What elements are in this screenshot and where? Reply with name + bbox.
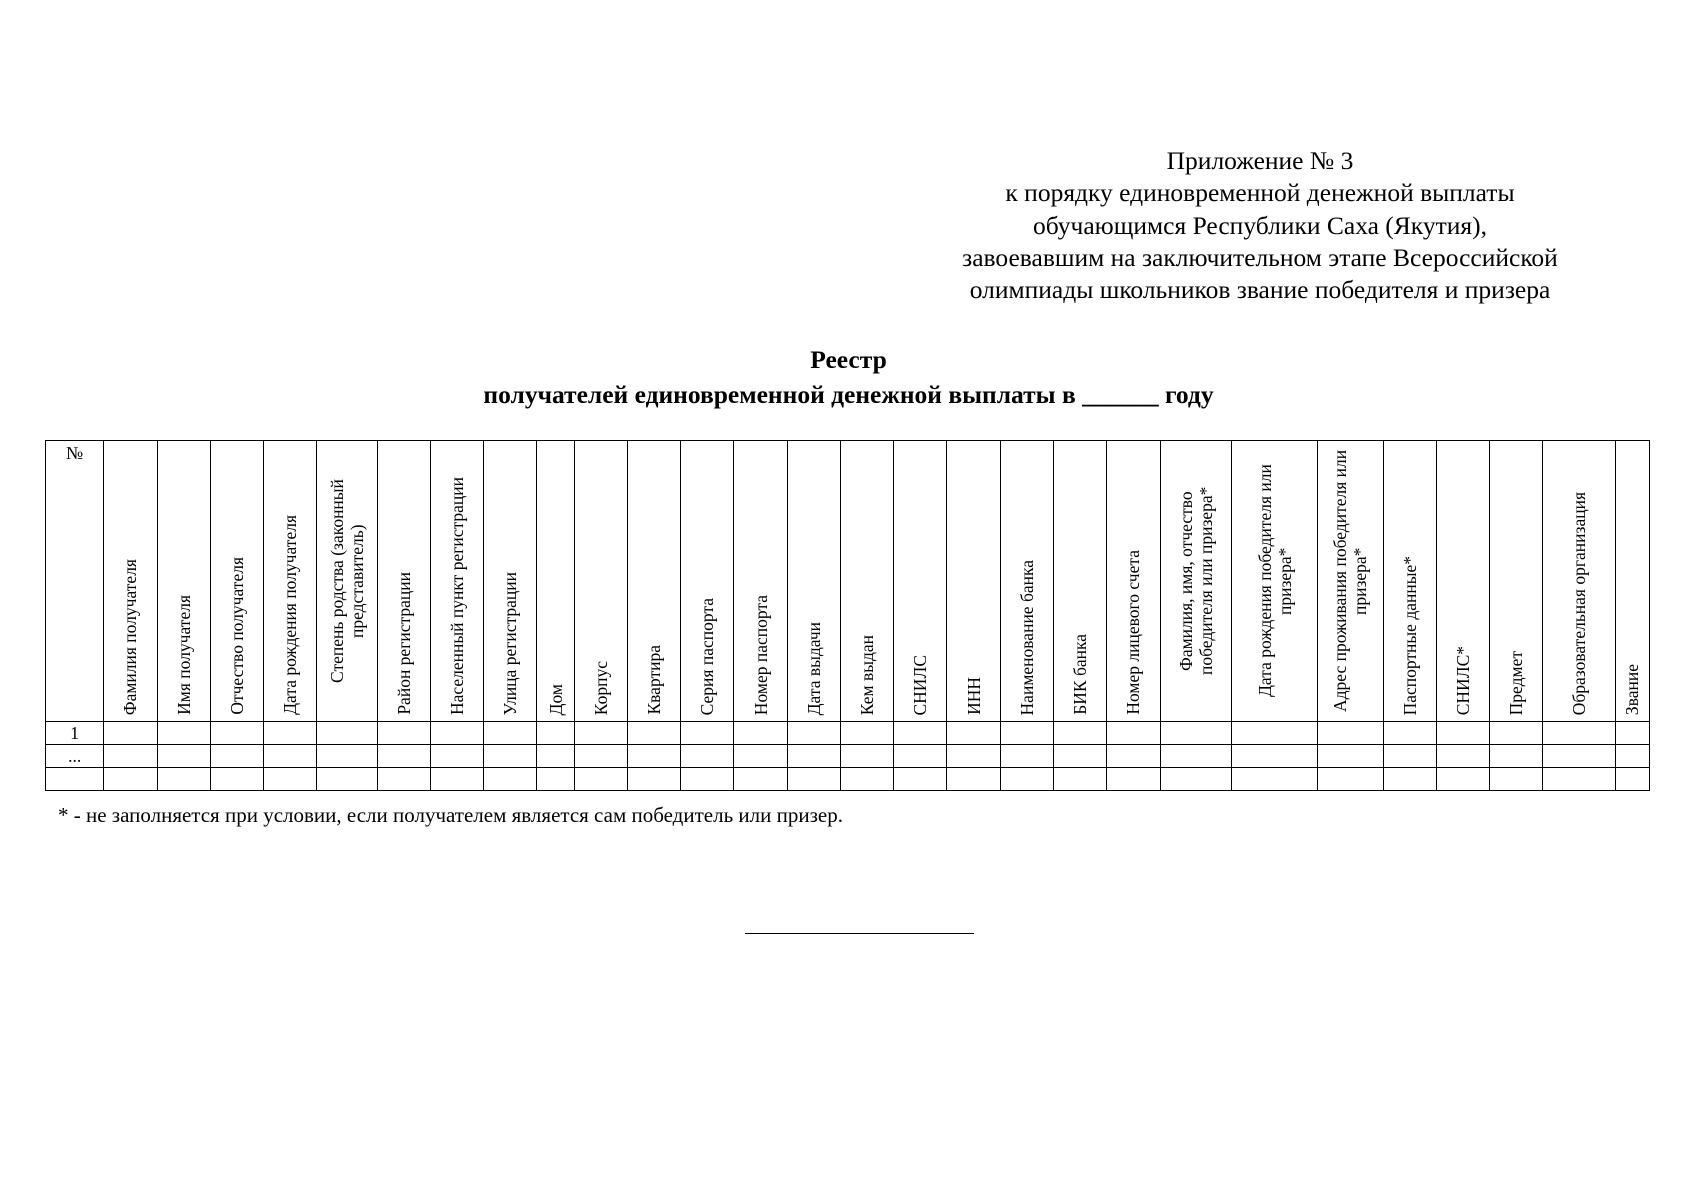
table-cell[interactable] [734,745,787,768]
col-header [1383,441,1436,722]
table-cell[interactable] [430,722,483,745]
col-header [681,441,734,722]
col-header-label: Фамилия, имя, отчество победителя или призера* [1175,486,1216,676]
col-header-label: БИК банка [1070,634,1091,715]
col-header [1054,441,1107,722]
table-cell[interactable] [894,722,947,745]
appendix-line: к порядку единовременной денежной выплаты [1005,178,1515,208]
col-header-label: Дом [545,683,566,715]
table-cell[interactable] [157,745,210,768]
col-header-label: ИНН [963,677,984,715]
table-cell[interactable] [627,745,680,768]
col-header-label: Дата рождения получателя [280,515,301,715]
table-cell[interactable] [787,768,840,791]
row-number-cell: ... [46,745,104,768]
appendix-heading [880,145,1640,306]
table-cell[interactable] [1490,768,1543,791]
table-cell[interactable] [1543,745,1615,768]
col-header [947,441,1000,722]
table-cell[interactable] [1318,768,1383,791]
table-cell[interactable] [1615,722,1649,745]
table-cell[interactable] [264,722,317,745]
col-header [317,441,377,722]
col-header [574,441,627,722]
table-cell[interactable] [1231,745,1317,768]
table-cell[interactable] [210,768,263,791]
table-cell[interactable] [574,745,627,768]
table-cell[interactable] [317,745,377,768]
table-cell[interactable] [1000,745,1053,768]
col-header [1318,441,1383,722]
col-header-label: Звание [1622,663,1643,715]
col-header [787,441,840,722]
col-header-label: Дата рождения победителя или призера* [1254,464,1295,698]
col-header-label: Адрес проживания победителя или призера* [1330,449,1371,713]
table-cell[interactable] [537,745,574,768]
appendix-line: обучающимся Республики Саха (Якутия), [1033,210,1487,240]
appendix-line: Приложение № 3 [1166,146,1354,175]
table-cell[interactable] [1107,745,1160,768]
col-header-label: Номер лицевого счета [1123,550,1144,715]
col-header-label: СНИЛС [910,654,931,715]
table-cell[interactable] [894,745,947,768]
col-header [840,441,893,722]
col-header-label: СНИЛС* [1453,645,1473,715]
table-cell[interactable] [947,768,1000,791]
table-cell[interactable] [1107,768,1160,791]
table-cell[interactable] [430,768,483,791]
appendix-line: олимпиады школьников звание победителя и призера [969,275,1551,305]
col-header-label: Район регистрации [393,572,414,715]
table-cell[interactable] [840,768,893,791]
document-title [0,342,1697,412]
col-header [1160,441,1231,722]
table-header-row [46,441,1650,722]
table-cell[interactable] [947,745,1000,768]
table-cell[interactable] [210,722,263,745]
col-header [1107,441,1160,722]
table-cell[interactable] [317,722,377,745]
table-cell[interactable] [1318,745,1383,768]
table-cell[interactable] [1436,722,1489,745]
row-number-cell [46,768,104,791]
table-cell[interactable] [1107,722,1160,745]
col-header [1543,441,1615,722]
col-header [627,441,680,722]
col-header-label: Серия паспорта [697,597,718,715]
table-row [46,768,1650,791]
table-cell[interactable] [574,768,627,791]
col-header-label: Фамилия получателя [120,558,141,715]
table-cell[interactable] [947,722,1000,745]
table-cell[interactable] [1490,745,1543,768]
table-cell[interactable] [537,768,574,791]
col-header-label: Отчество получателя [226,557,247,715]
col-header-label: Предмет [1506,650,1527,715]
table-cell[interactable] [430,745,483,768]
signature-line [745,933,974,934]
table-cell[interactable] [1054,722,1107,745]
title-line-2: получателей единовременной денежной выплаты в ______ году [483,380,1214,409]
table-cell[interactable] [377,745,430,768]
table-cell[interactable] [787,722,840,745]
table-cell[interactable] [1000,768,1053,791]
col-header-label: Образовательная организация [1569,491,1590,715]
table-cell[interactable] [1383,745,1436,768]
col-header [484,441,537,722]
table-cell[interactable] [1160,768,1231,791]
col-header-label: Дата выдачи [803,621,824,715]
table-cell[interactable] [681,722,734,745]
table-cell[interactable] [1383,722,1436,745]
table-cell[interactable] [1615,745,1649,768]
col-header [734,441,787,722]
table-cell[interactable] [157,722,210,745]
table-cell[interactable] [1054,768,1107,791]
table-cell[interactable] [840,745,893,768]
registry-table [45,440,1650,791]
col-header [894,441,947,722]
col-header-label: Населенный пункт регистрации [447,477,468,715]
table-cell[interactable] [1543,768,1615,791]
table-cell[interactable] [840,722,893,745]
col-header-label: Степень родства (законный представитель) [326,479,367,683]
table-cell[interactable] [1231,768,1317,791]
col-header [1436,441,1489,722]
table-cell[interactable] [1383,768,1436,791]
col-header-label: Паспортные данные* [1399,555,1420,715]
col-header [537,441,574,722]
table-cell[interactable] [264,768,317,791]
number-header-label: № [66,443,84,463]
col-header-number [46,441,104,722]
table-cell[interactable] [1436,745,1489,768]
table-cell[interactable] [681,768,734,791]
table-cell[interactable] [1490,722,1543,745]
table-cell[interactable] [1054,745,1107,768]
table-cell[interactable] [574,722,627,745]
col-header [1231,441,1317,722]
col-header-label: Номер паспорта [750,594,771,715]
table-cell[interactable] [537,722,574,745]
table-cell[interactable] [1318,722,1383,745]
col-header [157,441,210,722]
table-cell[interactable] [734,768,787,791]
col-header [1000,441,1053,722]
col-header [1615,441,1649,722]
table-cell[interactable] [210,745,263,768]
table-cell[interactable] [104,745,157,768]
table-cell[interactable] [734,722,787,745]
col-header-label: Наименование банка [1016,559,1037,715]
footnote: * - не заполняется при условии, если получателем является сам победитель или призер. [58,803,843,827]
table-cell[interactable] [1543,722,1615,745]
table-cell[interactable] [681,745,734,768]
row-number-cell: 1 [46,722,104,745]
table-cell[interactable] [627,768,680,791]
title-line-1: Реестр [810,345,887,374]
table-row [46,722,1650,745]
col-header-label: Корпус [590,660,611,715]
col-header [104,441,157,722]
col-header [210,441,263,722]
table-cell[interactable] [104,768,157,791]
table-cell[interactable] [627,722,680,745]
table-cell[interactable] [1231,722,1317,745]
table-cell[interactable] [484,722,537,745]
col-header-label: Кем выдан [857,634,878,715]
table-row [46,745,1650,768]
col-header [377,441,430,722]
col-header-label: Имя получателя [173,595,194,715]
col-header-label: Квартира [644,645,664,715]
table-cell[interactable] [264,745,317,768]
table-cell[interactable] [484,768,537,791]
table-cell[interactable] [1615,768,1649,791]
table-cell[interactable] [104,722,157,745]
col-header [430,441,483,722]
table-cell[interactable] [484,745,537,768]
table-cell[interactable] [317,768,377,791]
table-cell[interactable] [1160,745,1231,768]
table-cell[interactable] [894,768,947,791]
table-cell[interactable] [787,745,840,768]
table-cell[interactable] [377,722,430,745]
table-cell[interactable] [157,768,210,791]
appendix-line: завоевавшим на заключительном этапе Всероссийской [962,242,1558,272]
table-cell[interactable] [1000,722,1053,745]
col-header [1490,441,1543,722]
table-cell[interactable] [1436,768,1489,791]
table-cell[interactable] [1160,722,1231,745]
table-cell[interactable] [377,768,430,791]
col-header [264,441,317,722]
col-header-label: Улица регистрации [500,571,521,715]
